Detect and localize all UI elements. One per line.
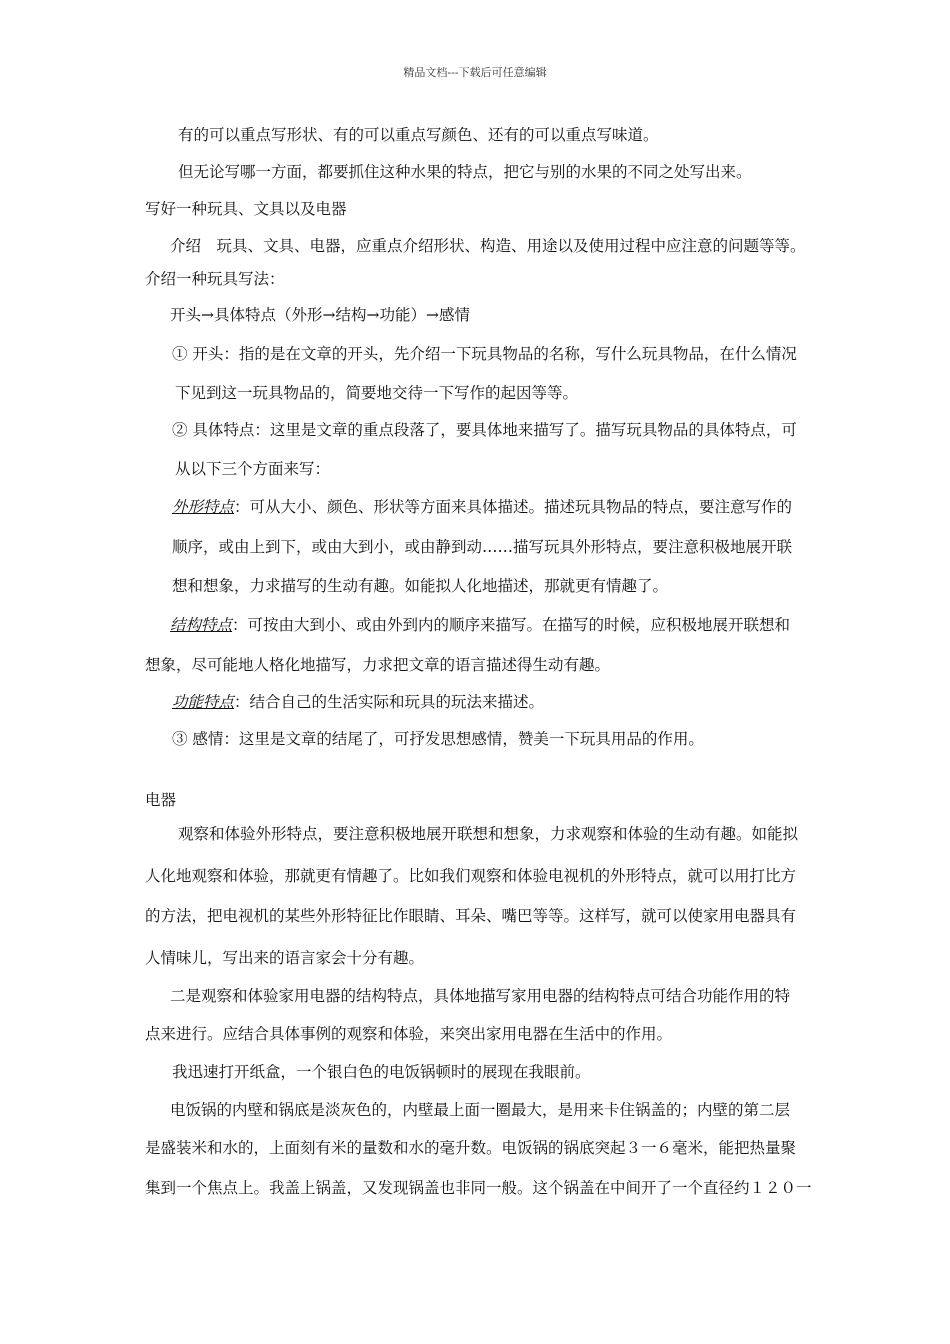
paragraph-line: 想和想象，力求描写的生动有趣。如能拟人化地描述，那就更有情趣了。 bbox=[172, 577, 669, 595]
paragraph-line: 人情味儿，写出来的语言家会十分有趣。 bbox=[145, 949, 425, 967]
term-shape: 外形特点 bbox=[172, 498, 235, 516]
paragraph-line: 想象，尽可能地人格化地描写，力求把文章的语言描述得生动有趣。 bbox=[145, 656, 611, 674]
subheading-toy-method: 介绍一种玩具写法： bbox=[145, 270, 285, 288]
shape-feature-line bbox=[172, 497, 792, 517]
section-heading-appliances: 电器 bbox=[145, 791, 177, 809]
paragraph-line: 但无论写哪一方面，都要抓住这种水果的特点，把它与别的水果的不同之处写出来。 bbox=[178, 163, 752, 181]
paragraph-line: 下见到这一玩具物品的，简要地交待一下写作的起因等等。 bbox=[175, 384, 579, 402]
structure-formula: 开头→具体特点（外形→结构→功能）→感情 bbox=[170, 306, 470, 324]
paragraph-text: ：可按由大到小、或由外到内的顺序来描写。在描写的时候，应积极地展开联想和 bbox=[232, 616, 791, 634]
list-item-emotion: ③ 感情：这里是文章的结尾了，可抒发思想感情，赞美一下玩具用品的作用。 bbox=[172, 730, 704, 748]
paragraph-line: 有的可以重点写形状、有的可以重点写颜色、还有的可以重点写味道。 bbox=[178, 126, 659, 144]
list-item-features: ② 具体特点：这里是文章的重点段落了，要具体地来描写了。描写玩具物品的具体特点，可 bbox=[172, 421, 797, 439]
paragraph-text: ：结合自己的生活实际和玩具的玩法来描述。 bbox=[234, 693, 545, 711]
paragraph-line: 人化地观察和体验，那就更有情趣了。比如我们观察和体验电视机的外形特点，就可以用打比方 bbox=[145, 867, 797, 885]
term-function: 功能特点 bbox=[172, 693, 235, 711]
paragraph-line: 二是观察和体验家用电器的结构特点，具体地描写家用电器的结构特点可结合功能作用的特 bbox=[170, 987, 791, 1005]
page-header: 精品文档---下载后可任意编辑 bbox=[403, 66, 547, 79]
paragraph-line: 是盛装米和水的，上面刻有米的量数和水的毫升数。电饭锅的锅底突起３一６毫米，能把热量聚 bbox=[145, 1139, 797, 1157]
section-heading-toys: 写好一种玩具、文具以及电器 bbox=[145, 200, 347, 218]
structure-feature-line bbox=[170, 615, 790, 635]
paragraph-line: 观察和体验外形特点，要注意积极地展开联想和想象，力求观察和体验的生动有趣。如能拟 bbox=[178, 825, 799, 843]
paragraph-line: 点来进行。应结合具体事例的观察和体验，来突出家用电器在生活中的作用。 bbox=[145, 1025, 673, 1043]
paragraph-line: 介绍 玩具、文具、电器，应重点介绍形状、构造、用途以及使用过程中应注意的问题等等。 bbox=[170, 237, 806, 255]
paragraph-line: 我迅速打开纸盒，一个银白色的电饭锅顿时的展现在我眼前。 bbox=[172, 1063, 591, 1081]
paragraph-line: 顺序，或由上到下，或由大到小，或由静到动……描写玩具外形特点，要注意积极地展开联 bbox=[172, 538, 793, 556]
list-item-opening: ① 开头：指的是在文章的开头，先介绍一下玩具物品的名称，写什么玩具物品，在什么情况 bbox=[172, 345, 797, 363]
term-structure: 结构特点 bbox=[170, 616, 233, 634]
function-feature-line bbox=[172, 692, 544, 712]
paragraph-line: 从以下三个方面来写： bbox=[175, 460, 331, 478]
paragraph-line: 电饭锅的内壁和锅底是淡灰色的，内壁最上面一圈最大，是用来卡住锅盖的；内壁的第二层 bbox=[170, 1101, 791, 1119]
paragraph-line: 的方法，把电视机的某些外形特征比作眼睛、耳朵、嘴巴等等。这样写，就可以使家用电器具有 bbox=[145, 907, 797, 925]
paragraph-text: ：可从大小、颜色、形状等方面来具体描述。描述玩具物品的特点，要注意写作的 bbox=[234, 498, 793, 516]
paragraph-line: 集到一个焦点上。我盖上锅盖，又发现锅盖也非同一般。这个锅盖在中间开了一个直径约１２０一 bbox=[145, 1179, 812, 1197]
